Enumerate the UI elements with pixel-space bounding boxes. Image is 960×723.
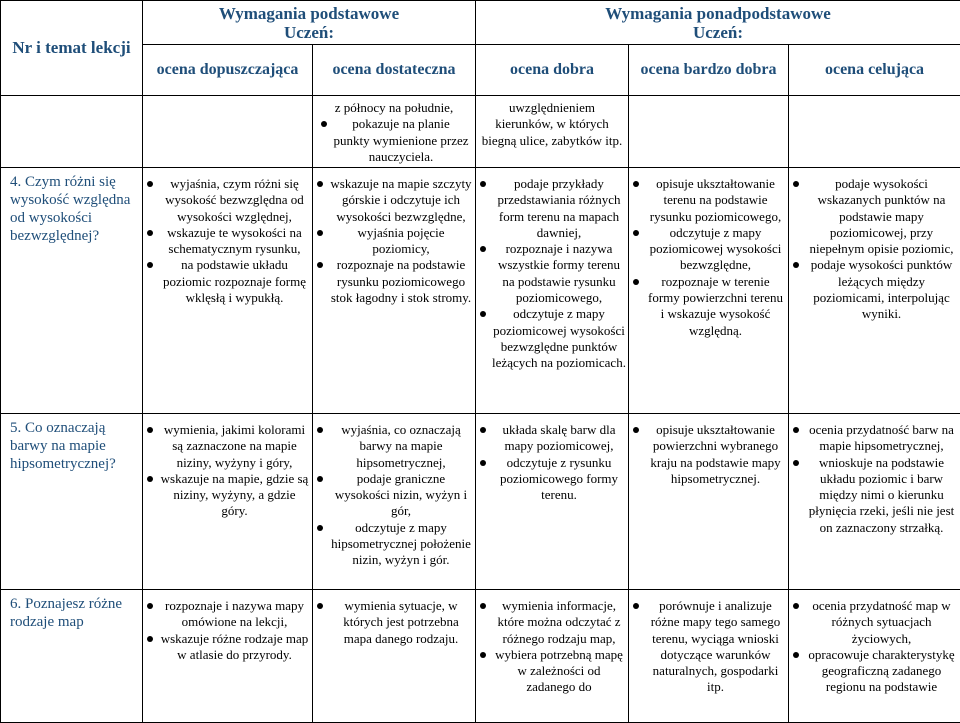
row-topic: [1, 96, 143, 168]
requirement-cell: [143, 414, 313, 590]
table-row: [1, 96, 960, 168]
list-item: wskazuje na mapie, gdzie są niziny, wyżyny, a gdzie góry.: [146, 471, 310, 520]
row-topic: 6. Poznajesz różne rodzaje map: [1, 590, 143, 723]
requirement-cell: [313, 96, 476, 168]
header-basic-student: Uczeń:: [143, 23, 475, 42]
list-item: wyjaśnia, co oznaczają barwy na mapie hipsometrycznej,: [316, 422, 473, 471]
requirement-cell: [476, 96, 629, 168]
table-row: [1, 414, 960, 590]
requirement-cell: [313, 414, 476, 590]
list-item: wymienia sytuacje, w których jest potrzebna mapa danego rodzaju.: [316, 598, 473, 647]
list-item: rozpoznaje i nazywa mapy omówione na lekcji,: [146, 598, 310, 631]
requirement-list: [313, 420, 475, 569]
list-item: opisuje ukształtowanie terenu na podstawie rysunku poziomicowego,: [632, 176, 786, 225]
list-item: ocenia przydatność map w różnych sytuacjach życiowych,: [792, 598, 958, 647]
requirement-cell: [476, 168, 629, 414]
list-item: wskazuje na mapie szczyty górskie i odczytuje ich wysokości bezwzględne,: [316, 176, 473, 225]
list-item: pokazuje na planie punkty wymienione przez nauczyciela.: [320, 116, 469, 165]
requirement-list: [143, 420, 312, 520]
list-item: wybiera potrzebną mapę w zależności od zadanego do: [479, 647, 626, 696]
requirement-list: [789, 174, 960, 323]
requirement-cell: [789, 590, 960, 723]
requirement-text: uwzględnieniem kierunków, w których biegną ulice, zabytków itp.: [480, 100, 624, 149]
grade-header: ocena celująca: [789, 45, 960, 96]
requirement-cell: [143, 96, 313, 168]
requirement-cell: [476, 590, 629, 723]
requirement-cell: [789, 96, 960, 168]
requirement-cell: [789, 414, 960, 590]
row-topic: 4. Czym różni się wysokość względna od wysokości bezwzględnej?: [1, 168, 143, 414]
list-item: rozpoznaje na podstawie rysunku poziomicowego stok łagodny i stok stromy.: [316, 257, 473, 306]
requirement-list: [143, 596, 312, 663]
list-item: podaje wysokości punktów leżących między poziomicami, interpolując wyniki.: [792, 257, 958, 322]
requirement-list: [476, 596, 628, 696]
list-item: opisuje ukształtowanie powierzchni wybranego kraju na podstawie mapy hipsometrycznej.: [632, 422, 786, 487]
list-item: wyjaśnia, czym różni się wysokość bezwzględna od wysokości względnej,: [146, 176, 310, 225]
requirement-cell: [313, 168, 476, 414]
list-item: na podstawie układu poziomic rozpoznaje formę wklęsłą i wypukłą.: [146, 257, 310, 306]
requirement-cell: [143, 590, 313, 723]
requirement-list: [629, 420, 788, 487]
requirement-list: [629, 596, 788, 696]
list-item: wskazuje te wysokości na schematycznym rysunku,: [146, 225, 310, 258]
row-topic: 5. Co oznaczają barwy na mapie hipsometrycznej?: [1, 414, 143, 590]
list-item: porównuje i analizuje różne mapy tego samego terenu, wyciąga wnioski dotyczące warunków naturalnych, gospodarki itp.: [632, 598, 786, 696]
list-item: odczytuje z rysunku poziomicowego formy terenu.: [479, 455, 626, 504]
grade-header: ocena bardzo dobra: [629, 45, 789, 96]
header-advanced-group: [476, 1, 960, 45]
list-item: wskazuje różne rodzaje map w atlasie do przyrody.: [146, 631, 310, 664]
requirement-cell: [143, 168, 313, 414]
header-topic: Nr i temat lekcji: [1, 1, 143, 96]
list-item: podaje graniczne wysokości nizin, wyżyn i gór,: [316, 471, 473, 520]
requirement-cell: [476, 414, 629, 590]
list-item: odczytuje z mapy poziomicowej wysokości bezwzględne punktów leżących na poziomicach.: [479, 306, 626, 371]
list-item: odczytuje z mapy poziomicowej wysokości bezwzględne,: [632, 225, 786, 274]
header-advanced-student: Uczeń:: [476, 23, 960, 42]
requirement-cell: [789, 168, 960, 414]
header-basic-group: [143, 1, 476, 45]
table-row: [1, 168, 960, 414]
list-item: rozpoznaje i nazywa wszystkie formy terenu na podstawie rysunku poziomicowego,: [479, 241, 626, 306]
requirement-list: [476, 420, 628, 503]
list-item: wymienia informacje, które można odczytać z różnego rodzaju map,: [479, 598, 626, 647]
list-item: podaje wysokości wskazanych punktów na podstawie mapy poziomicowej, przy niepełnym opisie poziomic,: [792, 176, 958, 257]
requirement-list: [313, 174, 475, 306]
requirement-cell: [629, 414, 789, 590]
list-item: układa skalę barw dla mapy poziomicowej,: [479, 422, 626, 455]
list-item: ocenia przydatność barw na mapie hipsometrycznej,: [792, 422, 958, 455]
requirement-list: [476, 174, 628, 372]
requirement-list: [789, 596, 960, 696]
requirement-list: [313, 596, 475, 647]
list-item: podaje przykłady przedstawiania różnych form terenu na mapach dawniej,: [479, 176, 626, 241]
grade-header: ocena dopuszczająca: [143, 45, 313, 96]
list-item: rozpoznaje w terenie formy powierzchni terenu i wskazuje wysokość względną.: [632, 274, 786, 339]
list-item: wyjaśnia pojęcie poziomicy,: [316, 225, 473, 258]
requirement-list: [317, 116, 471, 165]
requirement-cell: [629, 168, 789, 414]
grade-header: ocena dostateczna: [313, 45, 476, 96]
requirement-cell: [313, 590, 476, 723]
grade-header: ocena dobra: [476, 45, 629, 96]
list-item: wymienia, jakimi kolorami są zaznaczone na mapie niziny, wyżyny i góry,: [146, 422, 310, 471]
requirement-list: [143, 174, 312, 306]
table-row: [1, 590, 960, 723]
requirement-list: [629, 174, 788, 339]
requirement-cell: [629, 590, 789, 723]
header-advanced-title: Wymagania ponadpodstawowe: [476, 4, 960, 23]
list-item: wnioskuje na podstawie układu poziomic i barw między nimi o kierunku płynięcia rzeki, jeśli nie jest on zaznaczony strzałką.: [792, 455, 958, 536]
list-item: odczytuje z mapy hipsometrycznej położenie nizin, wyżyn i gór.: [316, 520, 473, 569]
list-item: opracowuje charakterystykę geograficzną zadanego regionu na podstawie: [792, 647, 958, 696]
requirement-text: z północy na południe,: [317, 100, 471, 116]
requirement-list: [789, 420, 960, 536]
header-basic-title: Wymagania podstawowe: [143, 4, 475, 23]
requirement-cell: [629, 96, 789, 168]
